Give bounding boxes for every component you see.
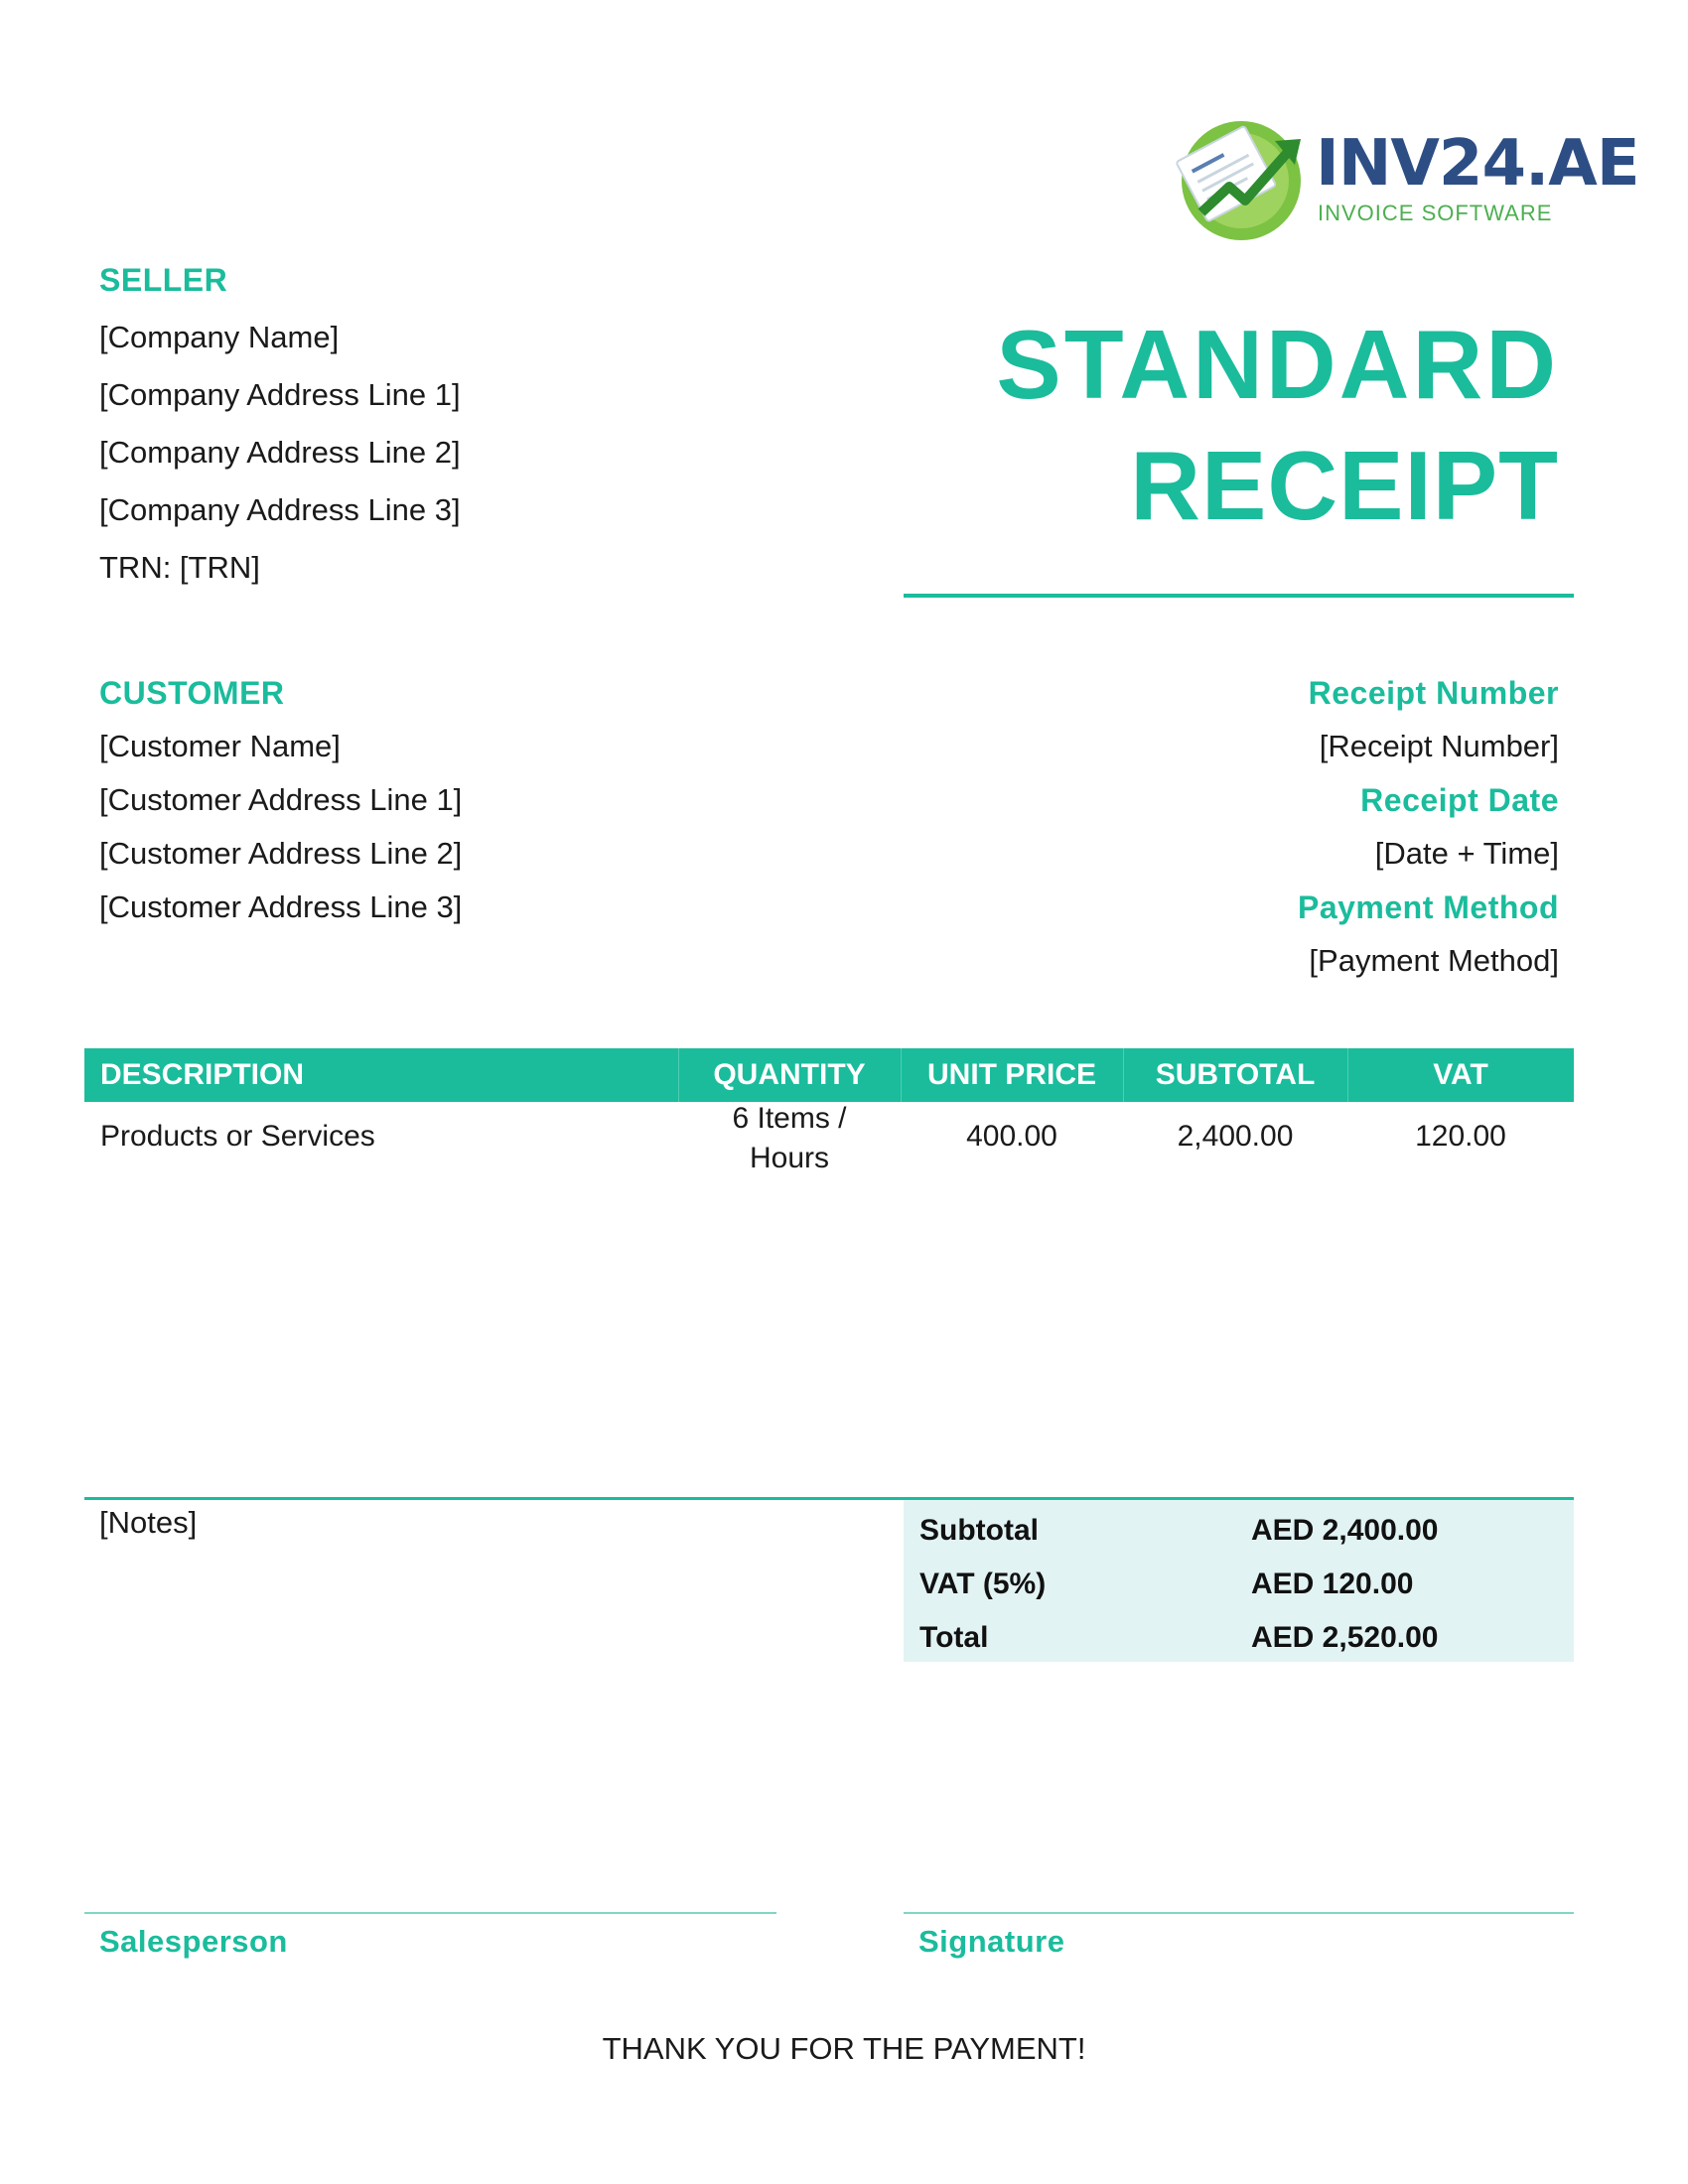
customer-address-line-1: [Customer Address Line 1]: [99, 782, 463, 817]
receipt-number-label: Receipt Number: [1308, 675, 1559, 711]
items-table-header: [84, 1048, 1574, 1102]
logo-name: INV24.AE: [1316, 127, 1639, 201]
receipt-title-line1: STANDARD: [996, 310, 1559, 419]
signature-label: Signature: [918, 1924, 1065, 1959]
totals-box: [904, 1500, 1574, 1662]
header-unit-price: UNIT PRICE: [926, 1058, 1096, 1091]
seller-company-name: [Company Name]: [99, 320, 340, 354]
payment-method-value: [Payment Method]: [1309, 943, 1559, 978]
receipt-title-line2: RECEIPT: [1130, 431, 1559, 540]
logo-tagline: INVOICE SOFTWARE: [1318, 201, 1553, 225]
receipt-date-value: [Date + Time]: [1374, 836, 1559, 871]
salesperson-label: Salesperson: [99, 1924, 288, 1959]
table-row: [84, 1102, 1574, 1191]
row-unit-price: 400.00: [966, 1120, 1057, 1153]
header-subtotal: SUBTOTAL: [1155, 1058, 1316, 1091]
salesperson-line: [84, 1912, 776, 1914]
header-description: DESCRIPTION: [100, 1058, 305, 1091]
payment-method-label: Payment Method: [1297, 889, 1559, 925]
customer-address-line-3: [Customer Address Line 3]: [99, 889, 463, 924]
seller-address-line-1: [Company Address Line 1]: [99, 377, 461, 412]
row-description: Products or Services: [100, 1120, 375, 1153]
row-subtotal: 2,400.00: [1177, 1120, 1294, 1153]
row-vat: 120.00: [1415, 1120, 1506, 1153]
notes: [Notes]: [99, 1505, 198, 1540]
customer-name: [Customer Name]: [99, 729, 341, 763]
signature-line: [904, 1912, 1574, 1914]
total-value: AED 2,520.00: [1251, 1621, 1439, 1654]
header-quantity: QUANTITY: [713, 1058, 866, 1091]
seller-address-line-3: [Company Address Line 3]: [99, 492, 461, 527]
subtotal-value: AED 2,400.00: [1251, 1514, 1439, 1547]
seller-trn: TRN: [TRN]: [99, 550, 260, 585]
subtotal-label: Subtotal: [919, 1514, 1039, 1547]
vat-value: AED 120.00: [1251, 1568, 1414, 1600]
receipt-number-value: [Receipt Number]: [1319, 729, 1559, 763]
thank-you-message: THANK YOU FOR THE PAYMENT!: [602, 2031, 1086, 2066]
customer-label: CUSTOMER: [99, 675, 285, 711]
header-vat: VAT: [1433, 1058, 1488, 1091]
receipt-date-label: Receipt Date: [1360, 782, 1559, 818]
title-divider: [904, 594, 1574, 598]
seller-address-line-2: [Company Address Line 2]: [99, 435, 461, 470]
seller-label: SELLER: [99, 262, 228, 298]
row-quantity-line2: Hours: [749, 1142, 830, 1174]
total-label: Total: [919, 1621, 989, 1654]
logo-chart-icon: [1172, 109, 1311, 243]
vat-label: VAT (5%): [919, 1568, 1047, 1600]
customer-address-line-2: [Customer Address Line 2]: [99, 836, 463, 871]
row-quantity-line1: 6 Items /: [732, 1102, 847, 1135]
